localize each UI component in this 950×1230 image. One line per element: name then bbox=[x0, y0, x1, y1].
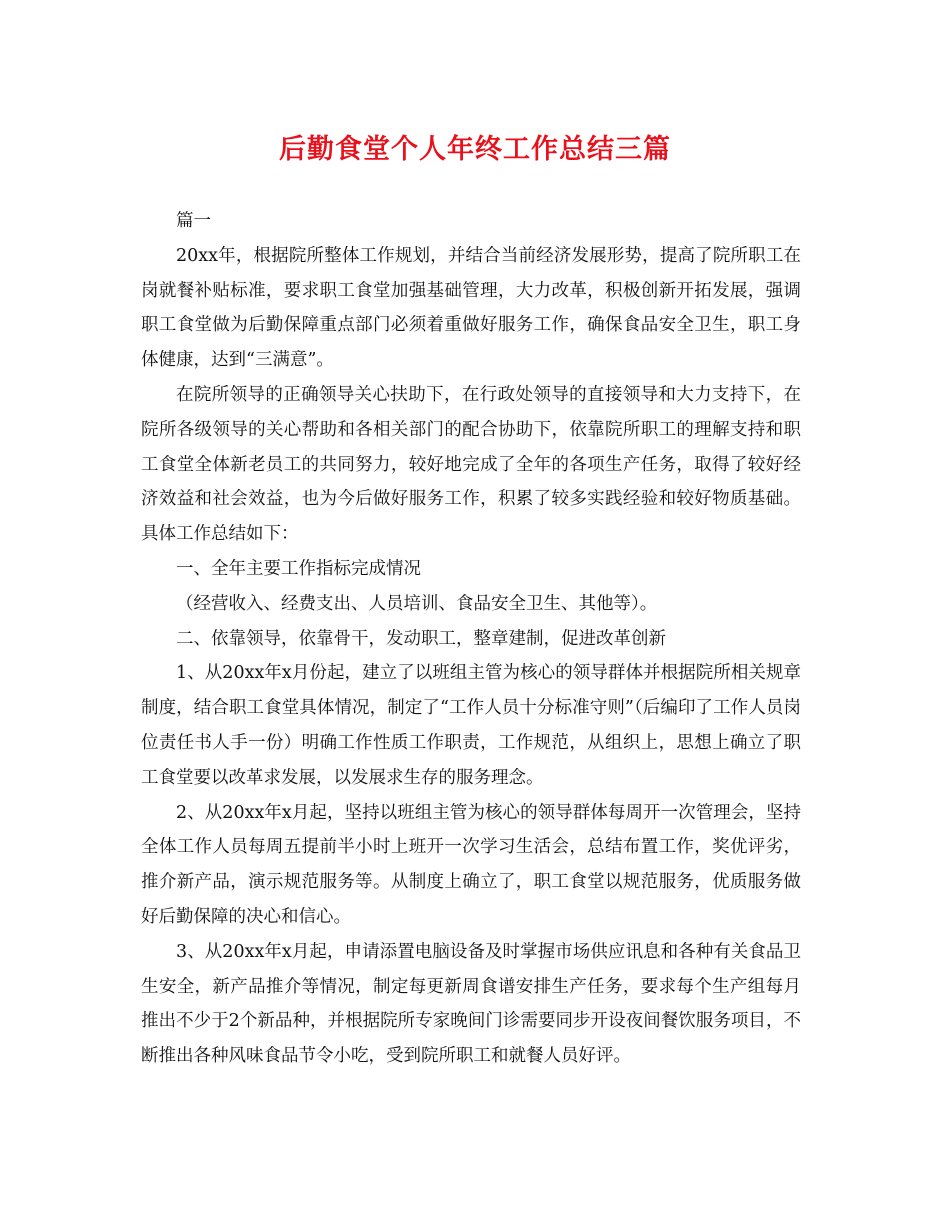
paragraph-section-heading: 篇一 bbox=[176, 211, 211, 231]
paragraph-intro: 20xx年，根据院所整体工作规划，并结合当前经济发展形势，提高了院所职工在岗就餐补贴标准，要求职工食堂加强基础管理，大力改革，积极创新开拓发展，强调职工食堂做为后勤保障重点部门必须着重做好服务工作，确保食品安全卫生，职工身体健康，达到“三满意”。 bbox=[141, 245, 801, 371]
paragraph-leadership: 在院所领导的正确领导关心扶助下，在行政处领导的直接领导和大力支持下，在院所各级领导的关心帮助和各相关部门的配合协助下，依靠院所职工的理解支持和职工食堂全体新老员工的共同努力，较好地完成了全年的各项生产任务，取得了较好经济效益和社会效益，也为今后做好服务工作，积累了较多实践经验和较好物质基础。具体工作总结如下： bbox=[141, 384, 801, 545]
paragraph-item-1: 1、从20xx年x月份起，建立了以班组主管为核心的领导群体并根据院所相关规章制度，结合职工食堂具体情况，制定了“工作人员十分标准守则”（后编印了工作人员岗位责任书人手一份）明确工作性质工作职责，工作规范，从组织上，思想上确立了职工食堂要以改革求发展，以发展求生存的服务理念。 bbox=[141, 663, 801, 788]
document-body bbox=[141, 204, 801, 1074]
paragraph-heading-two: 二、依靠领导，依靠骨干，发动职工，整章建制，促进改革创新 bbox=[176, 628, 666, 649]
paragraph-indicators-note: （经营收入、经费支出、人员培训、食品安全卫生、其他等）。 bbox=[176, 593, 658, 614]
paragraph-heading-one: 一、全年主要工作指标完成情况 bbox=[176, 558, 421, 579]
paragraph-item-2: 2、从20xx年x月起，坚持以班组主管为核心的领导群体每周开一次管理会，坚持全体工作人员每周五提前半小时上班开一次学习生活会，总结布置工作，奖优评劣，推介新产品，演示规范服务等。从制度上确立了，职工食堂以规范服务，优质服务做好后勤保障的决心和信心。 bbox=[141, 802, 801, 927]
paragraph-item-3: 3、从20xx年x月起，申请添置电脑设备及时掌握市场供应讯息和各种有关食品卫生安全，新产品推介等情况，制定每更新周食谱安排生产任务，要求每个生产组每月推出不少于2个新品种，并根据院所专家晚间门诊需要同步开设夜间餐饮服务项目，不断推出各种风味食品节令小吃，受到院所职工和就餐人员好评。 bbox=[141, 941, 801, 1067]
document-title: 后勤食堂个人年终工作总结三篇 bbox=[279, 134, 671, 165]
